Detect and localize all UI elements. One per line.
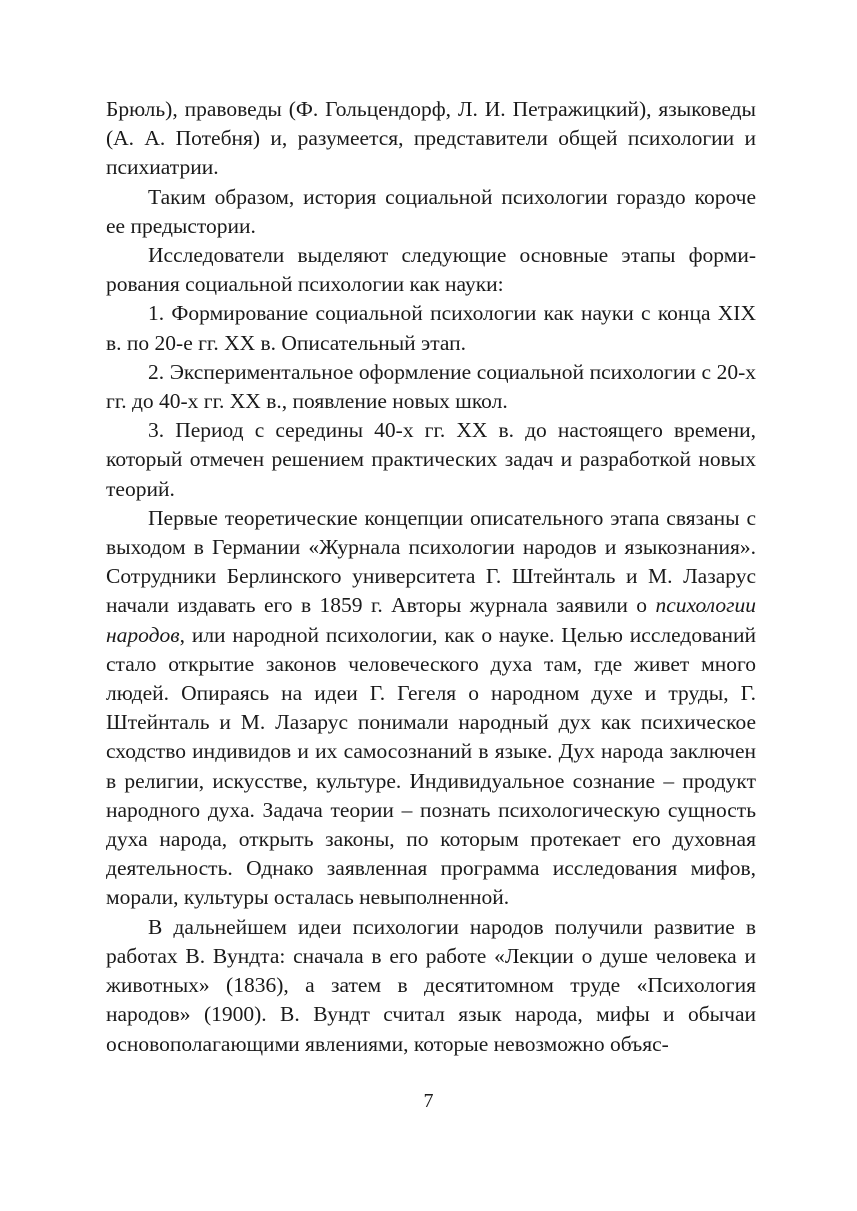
paragraph-history-summary: Таким образом, история социальной психологии гораздо короче ее предыстории. xyxy=(106,184,756,238)
paragraph-descriptive-stage xyxy=(106,504,756,913)
paragraph-wundt: В дальнейшем идеи психологии народов получили развитие в работах В. Вундта: сначала в его работе «Лекции о душе человека и животных» (1836), а затем в десятитомном труде «Психология народов» (1900). В. Вундт считал язык народа, мифы и обычаи основополагающими явлениями, которые невозможно объяс- xyxy=(106,914,756,1056)
page-body xyxy=(106,95,756,1059)
italic-term: психологии народов xyxy=(106,593,756,647)
list-item-stage-1: 1. Формирование социальной психологии как науки с конца XIX в. по 20-е гг. XX в. Описательный этап. xyxy=(106,301,756,355)
list-item-stage-2: 2. Экспериментальное оформление социальной психологии с 20-х гг. до 40-х гг. XX в., появление новых школ. xyxy=(106,359,756,414)
paragraph-continuation: Брюль), правоведы (Ф. Гольцендорф, Л. И. Петражицкий), языковеды (А. А. Потебня) и, разумеется, представители общей психологии и психиатрии. xyxy=(106,97,756,180)
list-item-stage-3: 3. Период с середины 40-х гг. XX в. до настоящего времени, который отмечен решением практических задач и разработкой новых теорий. xyxy=(106,418,756,501)
text-run: Первые теоретические концепции описательного этапа связаны с выходом в Германии «Журнала психологии народов и языкознания». Сотрудники Берлинского университета Г. Штейнталь и М. Лазарус начали издавать его в 1859 г. Авторы журнала заявили о xyxy=(106,505,756,618)
text-run: , или народной психологии, как о науке. Целью исследований стало открытие законов человеческого духа там, где живет много людей. Опираясь на идеи Г. Гегеля о народном духе и труды, Г. Штейнталь и М. Лазарус понимали народный дух как психическое сходство индивидов и их самосознаний в языке. Дух народа заключен в религии, искусстве, культуре. Индивидуальное сознание – продукт народного духа. Задача теории – познать психологическую сущность духа народа, открыть законы, по которым протекает его духовная деятельность. Однако заявленная программа исследования мифов, морали, культуры осталась невыполненной. xyxy=(106,622,756,910)
page-number: 7 xyxy=(423,1090,434,1112)
paragraph-stages-intro: Исследователи выделяют следующие основные этапы формирования социальной психологии как науки: xyxy=(106,243,756,297)
